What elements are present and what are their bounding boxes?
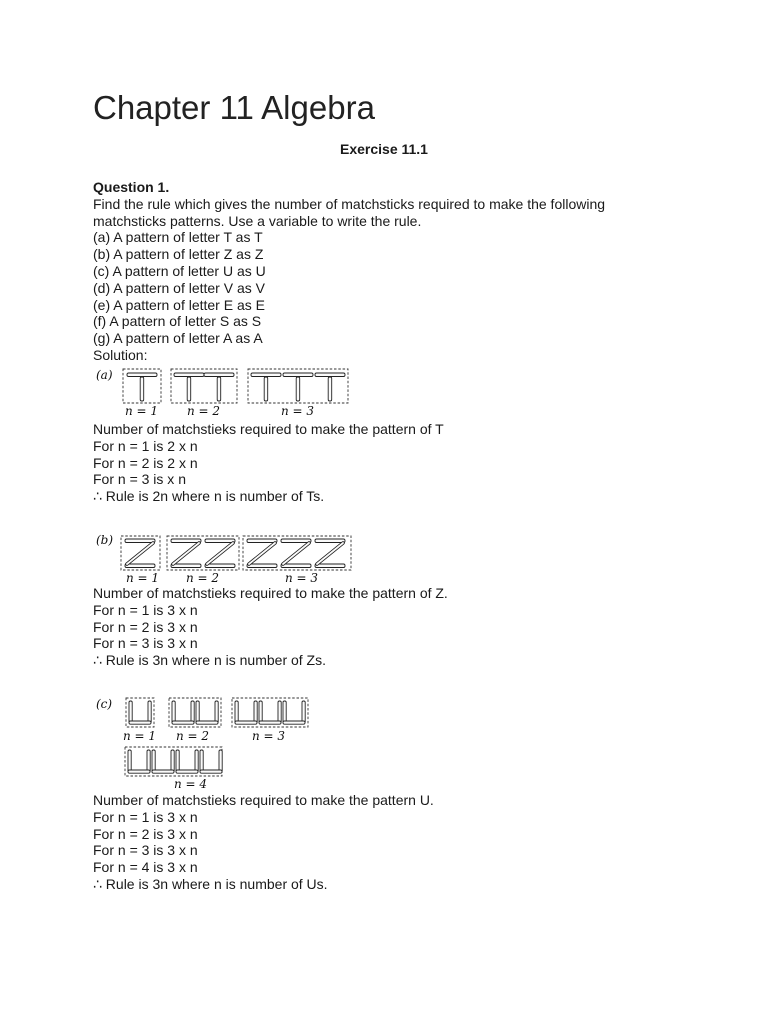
exercise-title: Exercise 11.1 (340, 141, 428, 157)
question-intro-line: Find the rule which gives the number of matchsticks required to make the following (93, 195, 606, 212)
caption-n3: n = 3 (281, 404, 315, 418)
question-label: Question 1. (93, 179, 170, 195)
caption-n2: n = 2 (186, 571, 220, 585)
caption-n1: n = 1 (125, 404, 159, 418)
solution-line: For n = 3 is 3 x n (93, 842, 198, 859)
solution-line: Number of matchstieks required to make the pattern of Z. (93, 585, 448, 601)
solution-line: For n = 2 is 3 x n (93, 618, 198, 635)
figure-z-pattern (93, 533, 363, 587)
solution-label: Solution: (93, 346, 148, 363)
solution-line: For n = 1 is 3 x n (93, 808, 198, 825)
question-part-b: (b) A pattern of letter Z as Z (93, 246, 264, 263)
solution-rule: ∴ Rule is 3n where n is number of Us. (93, 875, 328, 892)
solution-line: For n = 1 is 2 x n (93, 437, 198, 454)
solution-line: For n = 3 is 3 x n (93, 635, 198, 652)
question-part-c: (c) A pattern of letter U as U (93, 262, 266, 279)
solution-line: For n = 3 is x n (93, 471, 186, 488)
figure-tag: (a) (96, 368, 113, 382)
question-intro-line: matchsticks patterns. Use a variable to write the rule. (93, 212, 422, 229)
chapter-title: Chapter 11 Algebra (93, 89, 375, 126)
question-part-g: (g) A pattern of letter A as A (93, 330, 263, 347)
solution-rule: ∴ Rule is 3n where n is number of Zs. (93, 652, 327, 669)
solution-a (93, 421, 444, 505)
solution-line: For n = 2 is 2 x n (93, 454, 198, 471)
question-part-e: (e) A pattern of letter E as E (93, 296, 265, 313)
solution-line: For n = 1 is 3 x n (93, 601, 198, 618)
matchsticks (127, 373, 345, 401)
figure-tag: (b) (96, 533, 114, 547)
question-part-a: (a) A pattern of letter T as T (93, 229, 263, 246)
caption-n2: n = 2 (176, 729, 210, 743)
caption-n1: n = 1 (126, 571, 160, 585)
question-part-f: (f) A pattern of letter S as S (93, 313, 262, 330)
question-part-d: (d) A pattern of letter V as V (93, 279, 265, 296)
caption-n3: n = 3 (252, 729, 286, 743)
caption-n4: n = 4 (174, 777, 208, 791)
figure-u-pattern (93, 694, 333, 792)
solution-b (93, 585, 448, 669)
solution-line: For n = 2 is 3 x n (93, 825, 198, 842)
question-block (93, 179, 605, 364)
caption-n3: n = 3 (285, 571, 319, 585)
solution-rule: ∴ Rule is 2n where n is number of Ts. (93, 488, 325, 505)
solution-line: Number of matchstieks required to make the pattern of T (93, 421, 444, 437)
figure-tag: (c) (96, 697, 113, 711)
matchsticks (125, 539, 345, 568)
solution-line: For n = 4 is 3 x n (93, 859, 198, 876)
solution-c (93, 792, 434, 893)
caption-n1: n = 1 (123, 729, 157, 743)
solution-line: Number of matchstieks required to make the pattern U. (93, 792, 434, 808)
figure-t-pattern (93, 365, 363, 421)
caption-n2: n = 2 (187, 404, 221, 418)
